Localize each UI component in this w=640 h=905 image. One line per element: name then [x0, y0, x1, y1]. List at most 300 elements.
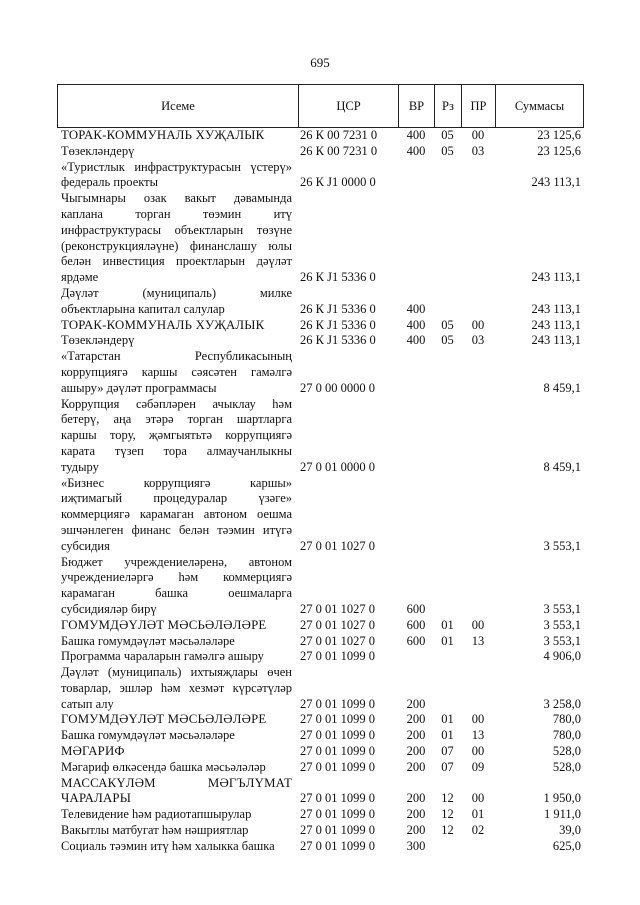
row-pr — [461, 807, 495, 823]
row-csr-value: 27 0 01 1027 0 — [300, 538, 375, 553]
row-sum — [495, 160, 583, 192]
row-pr — [461, 728, 495, 744]
row-vr-value: 200 — [406, 744, 426, 759]
table-row — [57, 128, 583, 144]
row-name-line: Төзекләндерү — [61, 143, 135, 158]
row-rz-value: 07 — [441, 759, 454, 774]
row-pr — [461, 744, 495, 760]
row-vr-value: 200 — [406, 759, 426, 774]
row-sum — [495, 776, 583, 808]
row-rz-value: 12 — [441, 791, 454, 806]
row-sum-value: 243 113,1 — [531, 333, 581, 348]
row-name — [57, 286, 298, 318]
row-sum — [495, 286, 583, 318]
row-name-line: Башка гомумдәүләт мәсьәләләре — [61, 633, 235, 648]
row-pr — [461, 318, 495, 334]
row-name-line: Мәгариф өлкәсендә башка мәсьәләләр — [61, 759, 266, 774]
table-row — [57, 160, 583, 192]
row-sum — [495, 839, 583, 855]
row-name-line: товарлар, эшләр һәм хезмәт күрсәтүләр — [61, 680, 292, 695]
row-name — [57, 634, 298, 650]
row-vr — [398, 128, 434, 144]
row-sum — [495, 760, 583, 776]
row-vr-value: 200 — [406, 712, 426, 727]
row-sum-value: 3 553,1 — [543, 617, 581, 632]
row-csr — [298, 349, 398, 396]
row-vr — [398, 728, 434, 744]
row-rz — [434, 333, 461, 349]
row-name-line: карамаган башка оешмаларга — [61, 586, 292, 601]
row-pr-value: 09 — [471, 759, 485, 774]
row-name — [57, 823, 298, 839]
row-csr — [298, 744, 398, 760]
row-name-line: ТОРАК-КОММУНАЛЬ ХУҖАЛЫК — [61, 128, 265, 142]
row-rz — [434, 744, 461, 760]
row-rz — [434, 823, 461, 839]
row-sum-value: 780,0 — [552, 728, 581, 743]
table-row — [57, 776, 583, 808]
row-name-line: Чыгымнары озак вакыт дәвамында — [61, 191, 292, 206]
table-row — [57, 618, 583, 634]
row-csr — [298, 712, 398, 728]
row-vr-value: 400 — [406, 143, 426, 158]
row-vr — [398, 144, 434, 160]
row-rz-value: 01 — [441, 712, 454, 727]
row-name-line: ярдәме — [61, 270, 99, 285]
row-csr — [298, 476, 398, 555]
row-rz-value: 07 — [441, 744, 454, 759]
row-name — [57, 712, 298, 728]
row-vr-value: 300 — [406, 838, 426, 853]
row-pr-value: 13 — [471, 633, 485, 648]
table-row — [57, 555, 583, 618]
row-csr-value: 27 0 01 1099 0 — [300, 649, 375, 664]
row-sum-value: 23 125,6 — [537, 143, 581, 158]
table-row — [57, 144, 583, 160]
header-sum: Суммасы — [496, 85, 584, 128]
row-sum-value: 23 125,6 — [537, 128, 581, 142]
row-name-line: Дәүләт (муниципаль) ихтыяҗлары өчен — [61, 665, 292, 680]
row-csr — [298, 286, 398, 318]
row-name — [57, 333, 298, 349]
row-name-line: бетерү, аңа этәрә торган шартларга — [61, 412, 292, 427]
row-name-line: инфраструктурасы объектларын төзүне — [61, 222, 292, 237]
row-vr — [398, 286, 434, 318]
row-pr — [461, 839, 495, 855]
row-vr — [398, 618, 434, 634]
row-csr-value: 27 0 00 0000 0 — [300, 380, 375, 395]
row-name-line: Программа чараларын гамәлгә ашыру — [61, 649, 264, 664]
row-vr-value: 400 — [406, 128, 426, 142]
row-name — [57, 776, 298, 808]
row-name-line: «Татарстан Республикасының — [61, 349, 292, 364]
row-sum — [495, 665, 583, 712]
table-row — [57, 634, 583, 650]
row-name-line: Телевидение һәм радиотапшырулар — [61, 807, 252, 822]
table-row — [57, 333, 583, 349]
row-name-line: «Бизнес коррупциягә каршы» — [61, 475, 292, 490]
row-name-line: Коррупция сәбәпләрен ачыклау һәм — [61, 396, 292, 411]
row-pr — [461, 333, 495, 349]
row-rz-value: 05 — [441, 128, 454, 142]
row-name-line: эшчәнлеген финанс белән тәэмин итүгә — [61, 522, 292, 537]
row-rz — [434, 649, 461, 665]
table-row — [57, 744, 583, 760]
row-rz-value: 01 — [441, 728, 454, 743]
row-name-line: коммерциягә карамаган автоном оешма — [61, 507, 292, 522]
row-name-line: Дәүләт (муниципаль) милке — [61, 285, 292, 300]
row-sum — [495, 807, 583, 823]
row-sum-value: 3 553,1 — [543, 538, 581, 553]
table-row — [57, 823, 583, 839]
row-vr-value: 400 — [406, 317, 426, 332]
row-name — [57, 649, 298, 665]
row-name-line: карата түзеп тора алмаучанлыкны — [61, 443, 292, 458]
row-rz — [434, 144, 461, 160]
table-row — [57, 712, 583, 728]
row-sum-value: 4 906,0 — [543, 649, 581, 664]
row-name-line: объектларына капитал салулар — [61, 301, 225, 316]
row-name-line: каплана торган төэмин итү — [61, 206, 292, 221]
row-vr-value: 600 — [406, 633, 426, 648]
row-sum — [495, 349, 583, 396]
row-csr-value: 27 0 01 0000 0 — [300, 459, 375, 474]
row-vr — [398, 634, 434, 650]
row-pr-value: 13 — [471, 728, 485, 743]
row-rz — [434, 128, 461, 144]
row-sum-value: 243 113,1 — [531, 270, 581, 285]
row-pr-value: 00 — [471, 128, 485, 142]
header-csr: ЦСР — [299, 85, 399, 128]
row-csr — [298, 807, 398, 823]
row-csr — [298, 160, 398, 192]
row-vr — [398, 839, 434, 855]
row-name-line: ГОМУМДӘҮЛӘТ МӘСЬӘЛӘЛӘРЕ — [61, 617, 267, 632]
row-csr — [298, 618, 398, 634]
row-vr — [398, 744, 434, 760]
row-csr-value: 26 К J1 5336 0 — [300, 317, 376, 332]
row-name — [57, 476, 298, 555]
row-name — [57, 349, 298, 396]
row-csr-value: 27 0 01 1099 0 — [300, 744, 375, 759]
row-sum-value: 3 553,1 — [543, 601, 581, 616]
header-pr: ПР — [462, 85, 496, 128]
row-csr — [298, 760, 398, 776]
row-sum-value: 243 113,1 — [531, 301, 581, 316]
row-csr-value: 26 К 00 7231 0 — [300, 128, 378, 142]
row-vr — [398, 191, 434, 286]
row-csr-value: 27 0 01 1027 0 — [300, 617, 375, 632]
header-vr: ВР — [399, 85, 435, 128]
row-rz — [434, 807, 461, 823]
row-csr-value: 26 К J1 5336 0 — [300, 333, 376, 348]
row-pr-value: 00 — [471, 617, 485, 632]
row-name — [57, 744, 298, 760]
row-name-line: МАССАКҮЛӘМ МӘГЪЛҮМАТ — [61, 775, 292, 790]
row-rz — [434, 555, 461, 618]
row-name-line: учреждениеләргә һәм коммерциягә — [61, 570, 292, 585]
row-sum-value: 1 950,0 — [543, 791, 581, 806]
table-row — [57, 318, 583, 334]
row-pr-value: 00 — [471, 712, 485, 727]
header-name: Исеме — [58, 85, 299, 128]
row-name — [57, 160, 298, 192]
row-name-line: ЧАРАЛАРЫ — [61, 791, 132, 806]
row-csr — [298, 823, 398, 839]
row-rz-value: 01 — [441, 617, 454, 632]
row-name-line: ТОРАК-КОММУНАЛЬ ХУҖАЛЫК — [61, 317, 265, 332]
row-sum-value: 1 911,0 — [543, 807, 581, 822]
row-vr-value: 200 — [406, 791, 426, 806]
row-csr — [298, 649, 398, 665]
row-vr — [398, 397, 434, 476]
row-sum-value: 3 258,0 — [543, 696, 581, 711]
row-name-line: Вакытлы матбугат һәм нәшриятлар — [61, 823, 249, 838]
row-csr-value: 27 0 01 1099 0 — [300, 712, 375, 727]
row-vr-value: 600 — [406, 617, 426, 632]
row-sum-value: 528,0 — [552, 744, 581, 759]
row-pr — [461, 760, 495, 776]
row-vr — [398, 649, 434, 665]
row-csr-value: 26 К 00 7231 0 — [300, 143, 378, 158]
row-rz — [434, 665, 461, 712]
row-rz — [434, 776, 461, 808]
table-row — [57, 349, 583, 396]
row-vr-value: 200 — [406, 823, 426, 838]
row-sum — [495, 634, 583, 650]
row-rz — [434, 286, 461, 318]
row-rz-value: 01 — [441, 633, 454, 648]
row-csr-value: 27 0 01 1099 0 — [300, 696, 375, 711]
row-rz-value: 05 — [441, 317, 454, 332]
row-pr — [461, 649, 495, 665]
row-rz — [434, 349, 461, 396]
row-pr — [461, 618, 495, 634]
row-sum — [495, 728, 583, 744]
row-csr — [298, 191, 398, 286]
row-sum-value: 780,0 — [552, 712, 581, 727]
row-csr-value: 27 0 01 1099 0 — [300, 728, 375, 743]
row-vr — [398, 160, 434, 192]
row-pr — [461, 776, 495, 808]
row-pr-value: 00 — [471, 317, 485, 332]
row-name-line: ашыру» дәүләт программасы — [61, 380, 217, 395]
row-vr-value: 400 — [406, 333, 426, 348]
row-rz-value: 05 — [441, 333, 454, 348]
row-name-line: МӘГАРИФ — [61, 744, 125, 759]
row-name-line: белән инвестиция проектларын дәүләт — [61, 254, 292, 269]
row-name — [57, 760, 298, 776]
row-vr-value: 200 — [406, 728, 426, 743]
row-csr-value: 26 К J1 0000 0 — [300, 175, 376, 190]
row-vr-value: 600 — [406, 601, 426, 616]
row-vr — [398, 555, 434, 618]
row-name-line: ГОМУМДӘҮЛӘТ МӘСЬӘЛӘЛӘРЕ — [61, 712, 267, 727]
row-csr-value: 27 0 01 1099 0 — [300, 791, 375, 806]
row-sum — [495, 397, 583, 476]
row-pr-value: 01 — [471, 807, 485, 822]
row-csr-value: 27 0 01 1099 0 — [300, 823, 375, 838]
row-name — [57, 191, 298, 286]
table-row — [57, 649, 583, 665]
row-csr — [298, 665, 398, 712]
table-row — [57, 728, 583, 744]
row-csr — [298, 318, 398, 334]
row-rz — [434, 760, 461, 776]
row-sum-value: 8 459,1 — [543, 380, 581, 395]
row-name-line: коррупциягә каршы сәясәтен гамәлгә — [61, 364, 292, 379]
row-rz — [434, 618, 461, 634]
row-pr — [461, 665, 495, 712]
row-pr — [461, 349, 495, 396]
table-header — [57, 84, 584, 128]
row-rz — [434, 839, 461, 855]
row-sum — [495, 128, 583, 144]
row-name — [57, 555, 298, 618]
row-sum-value: 243 113,1 — [531, 175, 581, 190]
row-pr-value: 00 — [471, 791, 485, 806]
row-rz — [434, 318, 461, 334]
row-rz-value: 12 — [441, 823, 454, 838]
row-name — [57, 128, 298, 144]
row-name-line: каршы тору, җәмгыятьтә коррупциягә — [61, 428, 292, 443]
table-row — [57, 807, 583, 823]
row-vr — [398, 823, 434, 839]
row-csr-value: 27 0 01 1027 0 — [300, 601, 375, 616]
row-sum-value: 3 553,1 — [543, 633, 581, 648]
row-csr — [298, 839, 398, 855]
page-number: 695 — [310, 55, 330, 70]
table-body — [57, 128, 583, 855]
row-sum — [495, 318, 583, 334]
row-name — [57, 728, 298, 744]
row-sum — [495, 744, 583, 760]
row-pr-value: 02 — [471, 823, 485, 838]
row-csr-value: 27 0 01 1099 0 — [300, 838, 375, 853]
row-csr-value: 27 0 01 1027 0 — [300, 633, 375, 648]
row-vr-value: 200 — [406, 807, 426, 822]
row-rz — [434, 712, 461, 728]
row-pr — [461, 286, 495, 318]
row-vr — [398, 476, 434, 555]
row-sum — [495, 649, 583, 665]
table-row — [57, 286, 583, 318]
row-csr-value: 27 0 01 1099 0 — [300, 759, 375, 774]
row-pr-value: 03 — [471, 333, 485, 348]
row-sum — [495, 333, 583, 349]
row-name — [57, 807, 298, 823]
row-rz — [434, 476, 461, 555]
row-pr — [461, 476, 495, 555]
row-pr — [461, 823, 495, 839]
row-sum — [495, 823, 583, 839]
row-rz — [434, 397, 461, 476]
row-vr — [398, 807, 434, 823]
header-rz: Рз — [435, 85, 462, 128]
row-rz — [434, 191, 461, 286]
row-sum — [495, 712, 583, 728]
row-vr — [398, 318, 434, 334]
row-rz-value: 12 — [441, 807, 454, 822]
row-csr — [298, 128, 398, 144]
row-rz-value: 05 — [441, 143, 454, 158]
table-row — [57, 839, 583, 855]
row-pr — [461, 555, 495, 618]
row-pr — [461, 397, 495, 476]
row-name-line: Башка гомумдәүләт мәсьәләләре — [61, 728, 235, 743]
row-vr-value: 400 — [406, 301, 426, 316]
row-name-line: субсидияләр бирү — [61, 601, 157, 616]
row-name — [57, 839, 298, 855]
row-name-line: субсидия — [61, 538, 110, 553]
row-name-line: Социаль тәэмин итү һәм халыкка башка — [61, 838, 275, 853]
row-csr — [298, 555, 398, 618]
table-row — [57, 476, 583, 555]
row-vr — [398, 665, 434, 712]
row-csr-value: 26 К J1 5336 0 — [300, 270, 376, 285]
row-sum-value: 625,0 — [552, 838, 581, 853]
row-sum-value: 243 113,1 — [531, 317, 581, 332]
table-row — [57, 397, 583, 476]
row-name-line: «Туристлык инфраструктурасын үстерү» — [61, 159, 292, 174]
row-name — [57, 144, 298, 160]
row-vr-value: 200 — [406, 696, 426, 711]
row-csr-value: 27 0 01 1099 0 — [300, 807, 375, 822]
row-pr — [461, 160, 495, 192]
row-sum — [495, 144, 583, 160]
row-pr-value: 03 — [471, 143, 485, 158]
row-vr — [398, 333, 434, 349]
table-row — [57, 191, 583, 286]
row-rz — [434, 634, 461, 650]
row-sum — [495, 555, 583, 618]
row-name-line: (реконструкцияләүне) финанслашу юлы — [61, 238, 292, 253]
row-pr — [461, 144, 495, 160]
row-rz — [434, 160, 461, 192]
row-name — [57, 665, 298, 712]
row-name-line: тудыру — [61, 459, 99, 474]
table-row — [57, 760, 583, 776]
row-name-line: сатып алу — [61, 696, 114, 711]
row-csr — [298, 144, 398, 160]
table-row — [57, 665, 583, 712]
row-vr — [398, 760, 434, 776]
row-csr — [298, 728, 398, 744]
row-name-line: Бюджет учреждениеләренә, автоном — [61, 554, 292, 569]
row-name-line: Төзекләндерү — [61, 333, 135, 348]
row-name — [57, 318, 298, 334]
row-rz — [434, 728, 461, 744]
row-vr — [398, 776, 434, 808]
row-pr — [461, 191, 495, 286]
row-vr — [398, 712, 434, 728]
row-csr — [298, 333, 398, 349]
row-pr — [461, 634, 495, 650]
row-name-line: федераль проекты — [61, 175, 159, 190]
row-pr-value: 00 — [471, 744, 485, 759]
row-csr — [298, 397, 398, 476]
row-sum-value: 528,0 — [552, 759, 581, 774]
row-name-line: иҗтимагый процедуралар үзәге» — [61, 491, 292, 506]
row-csr — [298, 634, 398, 650]
row-name — [57, 397, 298, 476]
row-sum — [495, 618, 583, 634]
row-csr-value: 26 К J1 5336 0 — [300, 301, 376, 316]
row-sum — [495, 476, 583, 555]
row-vr — [398, 349, 434, 396]
row-name — [57, 618, 298, 634]
row-sum-value: 8 459,1 — [543, 459, 581, 474]
